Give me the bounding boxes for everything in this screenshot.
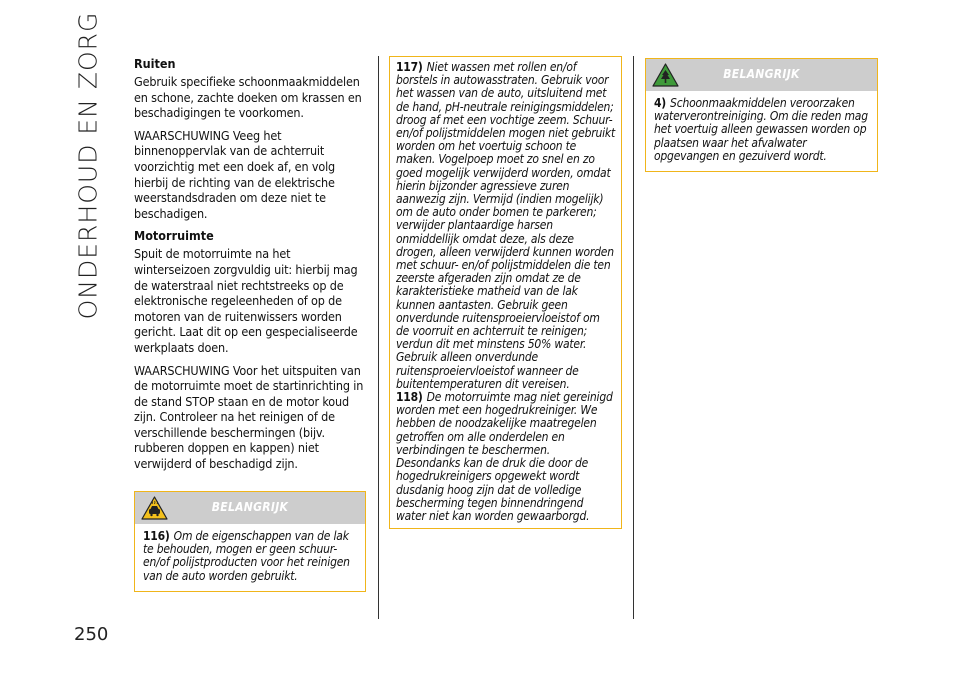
note-118 <box>396 391 615 523</box>
column-divider <box>633 56 634 619</box>
warning-paragraph: WAARSCHUWING Voor het uitspuiten van de motorruimte moet de startinrichting in de stand STOP staan en de motor koud zijn. Controleer na het reinigen of de verschillende beschermingen (bijv. rubberen doppen en kappen) niet verwijderd of beschadigd zijn. <box>134 362 364 472</box>
section-heading-motorruimte: Motorruimte <box>134 228 214 244</box>
note-116 <box>143 530 357 583</box>
important-box <box>645 58 878 172</box>
box-title: BELANGRIJK <box>723 67 800 81</box>
note-number: 4) <box>654 96 667 110</box>
box-body <box>135 524 365 591</box>
box-body <box>646 91 877 171</box>
important-box <box>134 491 366 592</box>
column-1 <box>134 56 366 479</box>
note-text: Niet wassen met rollen en/of borstels in autowasstraten. Gebruik voor het wassen van de auto, uitsluitend met de hand, pH-neutrale reinigingsmiddelen; droog af met een vochtige zeem. Schuur- en/of polijstmiddelen mogen niet gebruikt worden om het voertuig schoon te maken. Vogelpoep moet zo snel en zo goed mogelijk verwijderd worden, omdat hierin bijzonder agressieve zuren aanwezig zijn. Vermijd (indien mogelijk) om de auto onder bomen te parkeren; verwijder plantaardige harsen onmiddellijk omdat deze, als deze drogen, alleen verwijderd kunnen worden met schuur- en/of polijstmiddelen die ten zeerste afgeraden zijn omdat ze de karakteristieke matheid van de lak kunnen aantasten. Gebruik geen onverdunde ruitensproeiervloeistof om de voorruit en achterruit te reinigen; verdun dit met minstens 50% water. Gebruik alleen onverdunde ruitensproeiervloeistof wanneer de buitentemperaturen dit vereisen. <box>396 60 616 391</box>
note-text: De motorruimte mag niet gereinigd worden met een hogedrukreiniger. We hebben de noodzakelijke maatregelen getroffen om alle onderdelen en verbindingen te beschermen. Desondanks kan de druk die door de hogedrukreinigers opgewekt wordt dusdanig hoog zijn dat de volledige bescherming tegen binnendringend water niet kan worden gewaarborgd. <box>396 390 613 523</box>
page-number: 250 <box>74 624 109 645</box>
box-title: BELANGRIJK <box>211 500 289 514</box>
note-text: Schoonmaakmiddelen veroorzaken waterverontreiniging. Om die reden mag het voertuig alleen gewassen worden op plaatsen waar het afvalwater opgevangen en gezuiverd wordt. <box>654 96 868 163</box>
side-title <box>63 11 113 319</box>
paragraph: Spuit de motorruimte na het winterseizoen zorgvuldig uit: hierbij mag de waterstraal niet rechtstreeks op de elektronische regeleenheden of op de motoren van de ruitenwissers worden gericht. Laat dit op een gespecialiseerde werkplaats doen. <box>134 246 358 355</box>
notes-box <box>389 56 622 529</box>
note-text: Om de eigenschappen van de lak te behouden, mogen er geen schuur- en/of polijstproducten voor het reinigen van de auto worden gebruikt. <box>143 529 350 583</box>
note-4 <box>654 97 869 163</box>
note-number: 118) <box>396 390 423 405</box>
column-divider <box>378 56 379 619</box>
warning-paragraph: WAARSCHUWING Veeg het binnenoppervlak van de achterruit voorzichtig met een doek af, en volg hierbij de richting van de elektrische weerstandsdraden om deze niet te beschadigen. <box>134 127 336 221</box>
note-number: 116) <box>143 529 170 543</box>
note-number: 117) <box>396 60 423 74</box>
box-body <box>390 57 621 528</box>
side-title-text: ONDERHOUD EN ZORG <box>73 11 103 319</box>
box-header <box>135 492 365 524</box>
paragraph: Gebruik specifieke schoonmaakmiddelen en schone, zachte doeken om krassen en beschadigingen te voorkomen. <box>134 74 362 121</box>
box-header <box>646 59 877 91</box>
section-heading-ruiten: Ruiten <box>134 56 176 71</box>
note-117 <box>396 61 615 391</box>
